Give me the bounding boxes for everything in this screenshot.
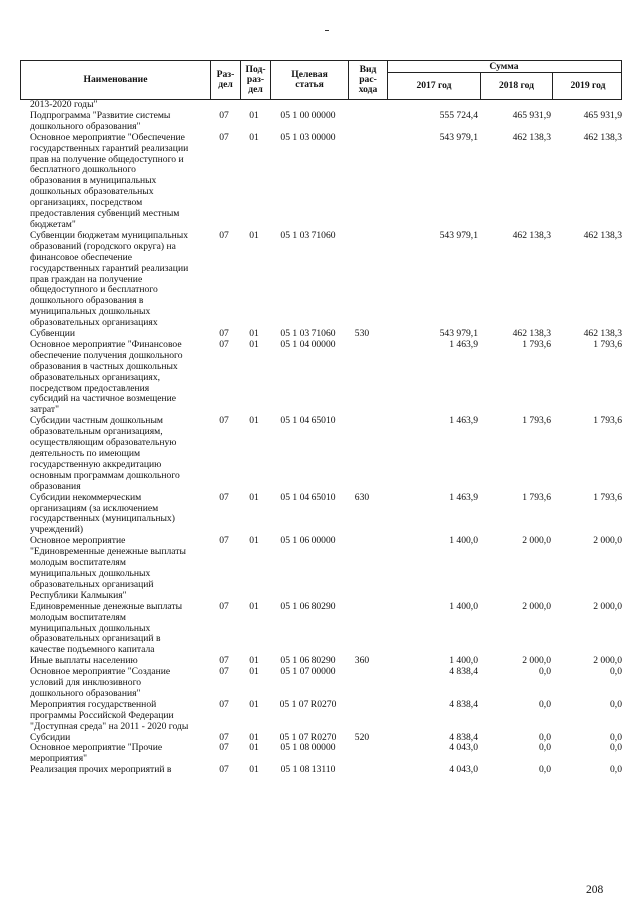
row-name: Основное мероприятие "Создание условий для инклюзивного дошкольного образования": [30, 666, 171, 699]
header-name: Наименование: [83, 74, 148, 85]
row-razdel: 07: [219, 535, 229, 547]
row-sum-2018: 1 793,6: [522, 415, 551, 427]
row-sum-2019: 0,0: [610, 742, 622, 754]
table-row: [20, 231, 622, 329]
row-target: 05 1 08 13110: [280, 764, 336, 776]
row-sum-2019: 1 793,6: [593, 338, 622, 350]
row-razdel: 07: [219, 764, 229, 776]
row-podrazdel: 01: [249, 338, 259, 350]
table-row: [20, 743, 622, 765]
row-sum-2018: 462 138,3: [512, 131, 551, 143]
row-sum-2019: 0,0: [610, 731, 622, 743]
row-target: 05 1 08 00000: [280, 742, 336, 754]
row-podrazdel: 01: [249, 109, 259, 121]
row-vid: 630: [354, 491, 370, 503]
row-sum-2017: 543 979,1: [439, 328, 478, 340]
header-vid: Вид рас- хода: [358, 64, 378, 95]
row-name: Реализация прочих мероприятий в: [30, 764, 172, 776]
table-row: [20, 340, 622, 416]
row-sum-2018: 462 138,3: [512, 328, 551, 340]
row-razdel: 07: [219, 742, 229, 754]
row-target: 05 1 03 71060: [280, 229, 336, 241]
row-sum-2018: 0,0: [539, 742, 551, 754]
row-sum-2019: 2 000,0: [593, 535, 622, 547]
row-razdel: 07: [219, 698, 229, 710]
row-name: Подпрограмма "Развитие системы дошкольного образования": [30, 109, 171, 132]
row-razdel: 07: [219, 415, 229, 427]
row-target: 05 1 04 65010: [280, 491, 336, 503]
row-sum-2017: 4 838,4: [449, 698, 478, 710]
row-name: Субсидии: [30, 731, 71, 743]
row-target: 05 1 04 65010: [280, 415, 336, 427]
table-row: [20, 667, 622, 700]
row-vid: [347, 765, 377, 776]
row-sum-2019: 462 138,3: [583, 328, 622, 340]
row-sum-2018: 0,0: [539, 764, 551, 776]
row-target: 05 1 07 00000: [280, 666, 336, 678]
budget-table: [20, 60, 622, 776]
row-sum-2019: 462 138,3: [583, 229, 622, 241]
row-sum-2018: 1 793,6: [522, 491, 551, 503]
header-year-2018: 2018 год: [498, 80, 535, 91]
row-sum-2019: 0,0: [610, 666, 622, 678]
row-target: 05 1 06 80290: [280, 655, 336, 667]
row-sum-2017: 4 043,0: [449, 742, 478, 754]
row-vid: [347, 743, 377, 765]
row-sum-2018: 2 000,0: [522, 535, 551, 547]
row-name: 2013-2020 годы": [30, 99, 98, 110]
row-name: Субвенции: [30, 328, 75, 340]
row-razdel: 07: [219, 229, 229, 241]
row-sum-2018: 465 931,9: [512, 109, 551, 121]
header-podrazdel: Под- раз- дел: [245, 64, 266, 95]
row-vid: 360: [354, 655, 370, 667]
header-sum: Сумма: [489, 61, 519, 72]
row-sum-2017: 543 979,1: [439, 229, 478, 241]
row-sum-2017: 555 724,4: [439, 109, 478, 121]
row-target: 05 1 06 80290: [280, 600, 336, 612]
row-sum-2017: 1 400,0: [449, 655, 478, 667]
row-name: Мероприятия государственной программы Российской Федерации "Доступная среда" на 2011 - 2020 годы: [30, 698, 189, 732]
table-row: [20, 133, 622, 231]
table-row: [20, 602, 622, 657]
row-sum-2018: 0,0: [539, 698, 551, 710]
row-razdel: 07: [219, 338, 229, 350]
table-header: [20, 60, 622, 99]
row-vid: [347, 602, 377, 657]
header-year-2019: 2019 год: [570, 80, 606, 91]
row-podrazdel: 01: [249, 731, 259, 743]
row-target: 05 1 03 71060: [280, 328, 336, 340]
row-sum-2018: 462 138,3: [512, 229, 551, 241]
row-target: 05 1 06 00000: [280, 535, 336, 547]
row-podrazdel: 01: [249, 600, 259, 612]
row-sum-2019: 462 138,3: [583, 131, 622, 143]
row-razdel: 07: [219, 655, 229, 667]
row-razdel: 07: [219, 491, 229, 503]
row-razdel: 07: [219, 328, 229, 340]
row-podrazdel: 01: [249, 535, 259, 547]
row-vid: [347, 700, 377, 733]
row-podrazdel: 01: [249, 742, 259, 754]
row-vid: [347, 536, 377, 601]
header-razdel: Раз- дел: [216, 69, 235, 90]
row-sum-2018: 2 000,0: [522, 655, 551, 667]
row-podrazdel: 01: [249, 328, 259, 340]
table-body: [20, 100, 622, 776]
row-sum-2019: 1 793,6: [593, 415, 622, 427]
table-row: [20, 536, 622, 601]
table-row: [20, 765, 622, 776]
row-name: Основное мероприятие "Финансовое обеспечение получения дошкольного образования в частных дошкольных образовательных организациях, посредством предоставления субсидий на частичное возмещение затрат": [30, 338, 183, 416]
row-vid: [347, 100, 377, 111]
row-sum-2017: 1 463,9: [449, 491, 478, 503]
row-target: 05 1 04 00000: [280, 338, 336, 350]
row-vid: [347, 416, 377, 492]
row-sum-2018: 0,0: [539, 731, 551, 743]
row-sum-2019: 465 931,9: [583, 109, 622, 121]
row-podrazdel: 01: [249, 229, 259, 241]
row-sum-2018: 1 793,6: [522, 338, 551, 350]
row-sum-2017: 1 400,0: [449, 535, 478, 547]
row-name: Основное мероприятие "Обеспечение государственных гарантий реализации прав на получение общедоступного и бесплатного дошкольного образования в муниципальных дошкольных образовательных организациях, посредством предоставления субвенций местным бюджетам": [30, 131, 189, 230]
row-razdel: 07: [219, 666, 229, 678]
header-year-2017: 2017 год: [416, 80, 452, 91]
row-sum-2017: 4 838,4: [449, 731, 478, 743]
table-row: [20, 700, 622, 733]
row-vid: 530: [354, 328, 370, 340]
row-sum-2019: 0,0: [610, 764, 622, 776]
row-sum-2018: 0,0: [539, 666, 551, 678]
row-target: 05 1 07 R0270: [279, 731, 337, 743]
row-target: 05 1 00 00000: [280, 109, 336, 121]
row-name: Основное мероприятие "Прочие мероприятия": [30, 742, 163, 765]
row-sum-2017: 1 463,9: [449, 338, 478, 350]
row-name: Иные выплаты населению: [30, 655, 138, 667]
row-sum-2017: 4 838,4: [449, 666, 478, 678]
row-sum-2017: 1 463,9: [449, 415, 478, 427]
table-row: [20, 416, 622, 492]
row-podrazdel: 01: [249, 131, 259, 143]
row-razdel: 07: [219, 731, 229, 743]
row-sum-2017: 1 400,0: [449, 600, 478, 612]
row-sum-2017: 543 979,1: [439, 131, 478, 143]
row-name: Субсидии частным дошкольным образовательным организациям, осуществляющим образовательную деятельность по имеющим государственную аккредитацию основным программам дошкольного образования: [30, 415, 180, 492]
row-vid: [347, 231, 377, 329]
row-podrazdel: 01: [249, 764, 259, 776]
row-sum-2019: 2 000,0: [593, 655, 622, 667]
row-podrazdel: 01: [249, 415, 259, 427]
row-name: Субсидии некоммерческим организациям (за исключением государственных (муниципальных) учреждений): [30, 491, 175, 536]
page-number: 208: [586, 884, 604, 896]
row-podrazdel: 01: [249, 698, 259, 710]
row-sum-2019: 2 000,0: [593, 600, 622, 612]
row-name: Субвенции бюджетам муниципальных образований (городского округа) на финансовое обеспечение государственных гарантий реализации прав граждан на получение общедоступного и бесплатного дошкольного образования в муниципальных дошкольных образовательных организациях: [30, 229, 189, 329]
row-sum-2018: 2 000,0: [522, 600, 551, 612]
row-target: 05 1 07 R0270: [279, 698, 337, 710]
row-vid: [347, 111, 377, 133]
row-vid: [347, 667, 377, 700]
row-sum-2019: 1 793,6: [593, 491, 622, 503]
row-sum-2019: 0,0: [610, 698, 622, 710]
row-vid: [347, 340, 377, 416]
row-vid: 520: [354, 731, 370, 743]
row-podrazdel: 01: [249, 666, 259, 678]
row-name: Основное мероприятие "Единовременные денежные выплаты молодым воспитателям муниципальных дошкольных образовательных организаций Республики Калмыкия": [30, 535, 186, 601]
row-sum-2017: 4 043,0: [449, 764, 478, 776]
top-dash-mark: [325, 30, 329, 31]
row-vid: [347, 133, 377, 231]
row-razdel: 07: [219, 600, 229, 612]
row-podrazdel: 01: [249, 655, 259, 667]
row-podrazdel: 01: [249, 491, 259, 503]
row-target: 05 1 03 00000: [280, 131, 336, 143]
row-razdel: 07: [219, 109, 229, 121]
table-row: [20, 111, 622, 133]
row-razdel: 07: [219, 131, 229, 143]
table-row: [20, 493, 622, 537]
row-name: Единовременные денежные выплаты молодым воспитателям муниципальных дошкольных образовательных организаций в качестве подъемного капитала: [30, 600, 183, 656]
header-target: Целевая статья: [291, 69, 328, 90]
